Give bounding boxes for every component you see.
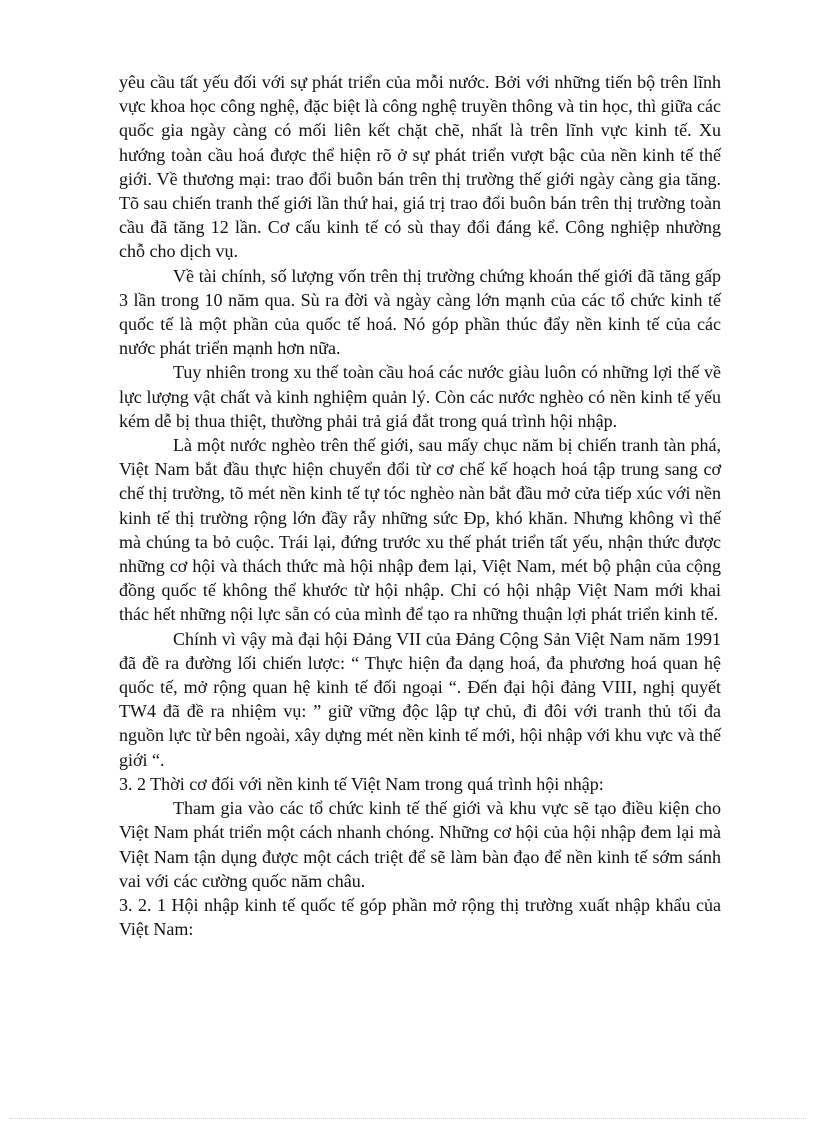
paragraph-globalization-advantages: Tuy nhiên trong xu thế toàn cầu hoá các nước giàu luôn có những lợi thế về lực lượng vật chất và kinh nghiệm quản lý. Còn các nước nghèo có nền kinh tế yếu kém dễ bị thua thiệt, thường phải trả giá đắt trong quá trình hội nhập.: [119, 362, 721, 431]
section-heading-3-2-1: 3. 2. 1 Hội nhập kinh tế quốc tế góp phần mở rộng thị trường xuất nhập khẩu của Việt Nam:: [119, 894, 721, 940]
paragraph-finance: Về tài chính, số lượng vốn trên thị trường chứng khoán thế giới đã tăng gấp 3 lần trong 10 năm qua. Sù ra đời và ngày càng lớn mạnh của các tổ chức kinh tế quốc tế là một phần của quốc tế hoá. Nó góp phần thúc đẩy nền kinh tế của các nước phát triển mạnh hơn nữa.: [119, 265, 721, 359]
document-body: [119, 70, 721, 941]
section-heading-3-2: 3. 2 Thời cơ đối với nền kinh tế Việt Nam trong quá trình hội nhập:: [119, 773, 604, 794]
paragraph-party-congress: Chính vì vậy mà đại hội Đảng VII của Đảng Cộng Sản Việt Nam năm 1991 đã đề ra đường lối chiến lược: “ Thực hiện đa dạng hoá, đa phương hoá quan hệ quốc tế, mở rộng quan hệ kinh tế đối ngoại “. Đến đại hội đảng VIII, nghị quyết TW4 đã đề ra nhiệm vụ: ” giữ vững độc lập tự chủ, đi đôi với tranh thủ tối đa nguồn lực từ bên ngoài, xây dựng mét nền kinh tế mới, hội nhập với khu vực và thế giới “.: [119, 628, 721, 770]
paragraph-vietnam-transition: Là một nước nghèo trên thế giới, sau mấy chục năm bị chiến tranh tàn phá, Việt Nam bắt đầu thực hiện chuyển đổi từ cơ chế kế hoạch hoá tập trung sang cơ chế thị trường, tõ mét nền kinh tế tự tóc nghèo nàn bắt đầu mở cửa tiếp xúc với nền kinh tế thị trường rộng lớn đầy rẫy những sức Ðp, khó khăn. Nhưng không vì thế mà chúng ta bỏ cuộc. Trái lại, đứng trước xu thế phát triển tất yếu, nhận thức được những cơ hội và thách thức mà hội nhập đem lại, Việt Nam, mét bộ phận của cộng đồng quốc tế không thể khước từ hội nhập. Chỉ có hội nhập Việt Nam mới khai thác hết những nội lực sẵn có của mình để tạo ra những thuận lợi phát triển kinh tế.: [119, 435, 721, 625]
bottom-dotted-rule: [10, 1118, 806, 1119]
paragraph-continuation: yêu cầu tất yếu đối với sự phát triển của mỗi nước. Bởi với những tiến bộ trên lĩnh vực khoa học công nghệ, đặc biệt là công nghệ truyền thông và tin học, thì giữa các quốc gia ngày càng có mối liên kết chặt chẽ, nhất là trên lĩnh vực kinh tế. Xu hướng toàn cầu hoá được thể hiện rõ ở sự phát triển vượt bậc của nền kinh tế thế giới. Về thương mại: trao đổi buôn bán trên thị trường thế giới ngày càng gia tăng. Tõ sau chiến tranh thế giới lần thứ hai, giá trị trao đổi buôn bán trên thị trường toàn cầu đã tăng 12 lần. Cơ cấu kinh tế có sù thay đổi đáng kể. Công nghiệp nhường chỗ cho dịch vụ.: [119, 72, 721, 262]
paragraph-opportunities: Tham gia vào các tổ chức kinh tế thế giới và khu vực sẽ tạo điều kiện cho Việt Nam phát triển một cách nhanh chóng. Những cơ hội của hội nhập đem lại mà Việt Nam tận dụng được một cách triệt để sẽ làm bàn đạo để nền kinh tế sớm sánh vai với các cường quốc năm châu.: [119, 798, 721, 891]
